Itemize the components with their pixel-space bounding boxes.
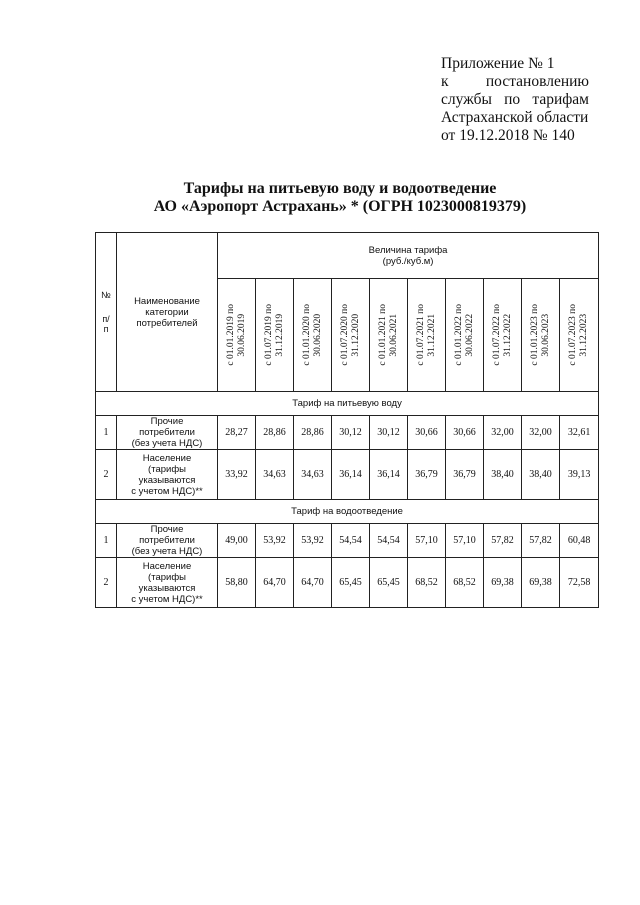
header-category-line: категории xyxy=(145,306,189,318)
row-category-line: потребители xyxy=(139,535,195,546)
header-tariff-line: Величина тарифа xyxy=(368,244,448,256)
row-category-line: (без учета НДС) xyxy=(131,546,203,557)
table-body xyxy=(96,392,599,608)
tariff-value: 28,86 xyxy=(256,416,294,450)
period-label: с 01.01.2019 по 30.06.2019 xyxy=(225,304,247,366)
row-category-line: (без учета НДС) xyxy=(131,438,203,449)
tariff-value: 58,80 xyxy=(218,558,256,608)
header-number-line: № xyxy=(101,290,111,300)
title-line: Тарифы на питьевую воду и водоотведение xyxy=(183,180,497,197)
table-row xyxy=(96,558,599,608)
tariff-table xyxy=(95,232,599,608)
tariff-value: 38,40 xyxy=(484,450,522,500)
period-label: с 01.01.2021 по 30.06.2021 xyxy=(377,304,399,366)
row-number: 1 xyxy=(96,416,117,450)
table-row xyxy=(96,524,599,558)
row-category-line: Население xyxy=(142,452,192,464)
row-category-line: (тарифы xyxy=(148,571,186,583)
tariff-value: 30,12 xyxy=(332,416,370,450)
header-category-cell xyxy=(117,233,218,392)
tariff-value: 28,86 xyxy=(294,416,332,450)
tariff-value: 69,38 xyxy=(522,558,560,608)
period-label: с 01.07.2019 по 31.12.2019 xyxy=(263,304,285,366)
tariff-value: 32,61 xyxy=(560,416,599,450)
tariff-value: 30,12 xyxy=(370,416,408,450)
tariff-value: 34,63 xyxy=(256,450,294,500)
row-category-line: с учетом НДС)** xyxy=(131,485,203,497)
tariff-value: 36,14 xyxy=(332,450,370,500)
tariff-value: 57,82 xyxy=(484,524,522,558)
tariff-value: 34,63 xyxy=(294,450,332,500)
tariff-value: 53,92 xyxy=(256,524,294,558)
period-cell xyxy=(294,279,332,392)
row-category-line: (тарифы xyxy=(148,463,186,475)
row-category-line: Население xyxy=(142,560,192,572)
tariff-value: 49,00 xyxy=(218,524,256,558)
header-number-line: п xyxy=(103,324,109,334)
appendix-block xyxy=(441,55,589,145)
row-category-line: с учетом НДС)** xyxy=(131,593,203,605)
period-label: с 01.01.2022 по 30.06.2022 xyxy=(453,304,475,366)
tariff-value: 64,70 xyxy=(256,558,294,608)
row-category-line: потребители xyxy=(139,427,195,438)
appendix-word: тарифам xyxy=(532,91,589,108)
period-cell xyxy=(484,279,522,392)
header-number-line: п/ xyxy=(102,314,110,324)
appendix-line xyxy=(441,91,589,109)
period-label: с 01.07.2023 по 31.12.2023 xyxy=(568,304,590,366)
row-category-line: указываются xyxy=(138,582,196,594)
appendix-line: Приложение № 1 xyxy=(441,55,555,72)
appendix-word: к xyxy=(441,73,449,90)
row-category-line: указываются xyxy=(138,474,196,486)
document-title xyxy=(90,180,590,216)
tariff-value: 33,92 xyxy=(218,450,256,500)
tariff-value: 39,13 xyxy=(560,450,599,500)
appendix-line: Астраханской области xyxy=(441,109,589,126)
appendix-word: постановлению xyxy=(485,73,589,90)
period-cell xyxy=(218,279,256,392)
tariff-value: 54,54 xyxy=(332,524,370,558)
tariff-value: 53,92 xyxy=(294,524,332,558)
period-cell xyxy=(522,279,560,392)
appendix-word: по xyxy=(504,91,521,108)
section-title: Тариф на водоотведение xyxy=(96,500,599,524)
title-line: АО «Аэропорт Астрахань» * (ОГРН 1023000819379) xyxy=(153,198,527,215)
row-category xyxy=(117,416,218,450)
row-number: 2 xyxy=(96,558,117,608)
section-title: Тариф на питьевую воду xyxy=(96,392,599,416)
header-category-line: Наименование xyxy=(134,295,200,307)
tariff-value: 57,82 xyxy=(522,524,560,558)
tariff-value: 64,70 xyxy=(294,558,332,608)
period-label: с 01.07.2021 по 31.12.2021 xyxy=(415,304,437,366)
tariff-value: 69,38 xyxy=(484,558,522,608)
table-row xyxy=(96,416,599,450)
period-cell xyxy=(408,279,446,392)
tariff-value: 28,27 xyxy=(218,416,256,450)
header-tariff-cell xyxy=(218,233,599,279)
appendix-line: от 19.12.2018 № 140 xyxy=(441,127,575,144)
tariff-value: 65,45 xyxy=(332,558,370,608)
tariff-value: 54,54 xyxy=(370,524,408,558)
period-cell xyxy=(446,279,484,392)
appendix-line xyxy=(441,73,589,91)
section-header-row xyxy=(96,392,599,416)
period-cell xyxy=(370,279,408,392)
tariff-value: 60,48 xyxy=(560,524,599,558)
period-cell xyxy=(560,279,599,392)
period-label: с 01.07.2022 по 31.12.2022 xyxy=(491,304,513,366)
row-category-line: Прочие xyxy=(150,416,184,427)
tariff-value: 36,79 xyxy=(408,450,446,500)
row-category xyxy=(117,450,218,500)
tariff-value: 36,79 xyxy=(446,450,484,500)
table-row xyxy=(96,450,599,500)
header-number-cell xyxy=(96,233,117,392)
row-category xyxy=(117,524,218,558)
tariff-value: 30,66 xyxy=(408,416,446,450)
tariff-value: 32,00 xyxy=(522,416,560,450)
period-cell xyxy=(256,279,294,392)
tariff-value: 72,58 xyxy=(560,558,599,608)
row-category-line: Прочие xyxy=(150,524,184,535)
tariff-value: 65,45 xyxy=(370,558,408,608)
appendix-word: службы xyxy=(441,91,492,108)
tariff-value: 68,52 xyxy=(408,558,446,608)
period-label: с 01.01.2023 по 30.06.2023 xyxy=(529,304,551,366)
period-label: с 01.07.2020 по 31.12.2020 xyxy=(339,304,361,366)
section-header-row xyxy=(96,500,599,524)
tariff-value: 32,00 xyxy=(484,416,522,450)
tariff-value: 30,66 xyxy=(446,416,484,450)
tariff-value: 57,10 xyxy=(408,524,446,558)
header-tariff-line: (руб./куб.м) xyxy=(382,255,434,267)
tariff-value: 38,40 xyxy=(522,450,560,500)
period-label: с 01.01.2020 по 30.06.2020 xyxy=(301,304,323,366)
row-number: 2 xyxy=(96,450,117,500)
tariff-value: 36,14 xyxy=(370,450,408,500)
period-cell xyxy=(332,279,370,392)
tariff-value: 57,10 xyxy=(446,524,484,558)
row-category xyxy=(117,558,218,608)
tariff-value: 68,52 xyxy=(446,558,484,608)
row-number: 1 xyxy=(96,524,117,558)
header-category-line: потребителей xyxy=(136,317,198,329)
